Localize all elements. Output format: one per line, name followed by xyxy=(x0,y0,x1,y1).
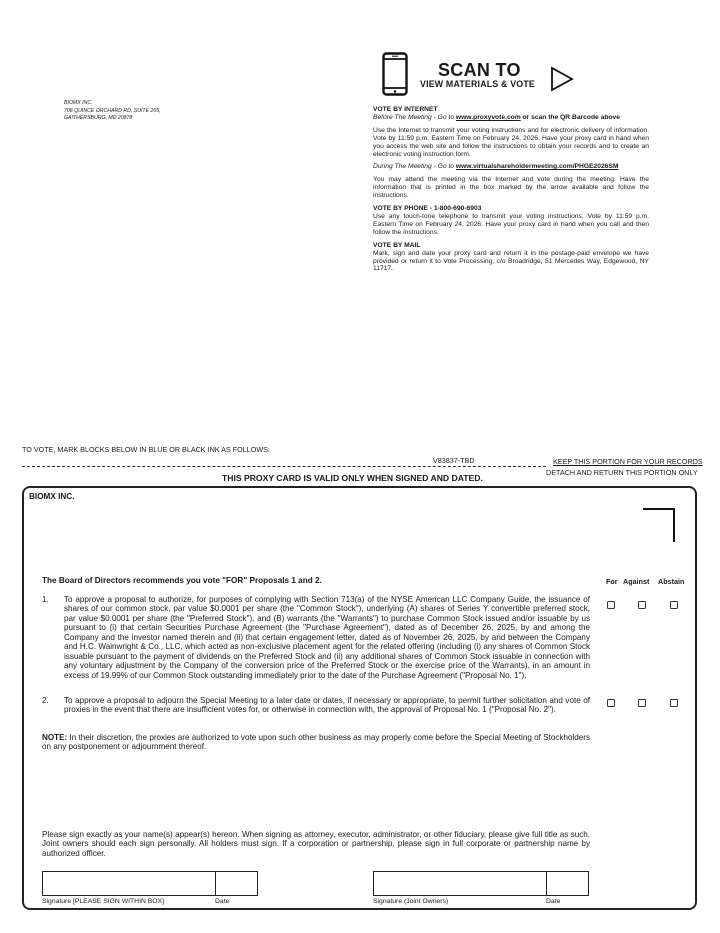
proxyvote-link[interactable]: www.proxyvote.com xyxy=(455,113,521,121)
column-for: For xyxy=(606,577,618,586)
signature-box[interactable] xyxy=(42,871,216,896)
mail-text: Mark, sign and date your proxy card and return it in the postage-paid envelope we have provided or return it to Vote Processing, c/o Broadridge, 51 Mercedes Way, Edgewood, NY 11717. xyxy=(373,249,649,273)
proposal-number: 1. xyxy=(42,595,49,604)
board-recommendation: The Board of Directors recommends you vote "FOR" Proposals 1 and 2. xyxy=(42,576,322,585)
company-name: BIOMX INC. xyxy=(64,100,93,106)
sign-instructions: Please sign exactly as your name(s) appear(s) hereon. When signing as attorney, executor, administrator, or other fiduciary, please give full title as such. Joint owners should each sign personally. All holders must sign. If a corporation or partnership, please sign in full corporate or partnership name by authorized officer. xyxy=(42,830,590,858)
address-window-corner xyxy=(643,508,675,542)
date-box[interactable] xyxy=(215,871,258,896)
note-text: NOTE: In their discretion, the proxies are authorized to vote upon such other business as may properly come before the Special Meeting of Stockholders on any postponement or adjournment thereof. xyxy=(42,733,590,752)
joint-date-box[interactable] xyxy=(546,871,589,896)
company-city: GAITHERSBURG, MD 20878 xyxy=(64,115,133,122)
note-label: NOTE: xyxy=(42,733,68,742)
detach-return-label: DETACH AND RETURN THIS PORTION ONLY xyxy=(546,468,698,477)
signature-label: Signature [PLEASE SIGN WITHIN BOX] xyxy=(42,898,165,905)
to-vote-instruction: TO VOTE, MARK BLOCKS BELOW IN BLUE OR BLACK INK AS FOLLOWS: xyxy=(22,445,270,454)
mail-heading: VOTE BY MAIL xyxy=(373,241,421,249)
proposal-number: 2. xyxy=(42,696,49,705)
phone-text: Use any touch-tone telephone to transmit your voting instructions. Vote by 11:59 p.m. Eastern Time on February 24, 2026. Have your proxy card in hand when you call and then follow the instructions. xyxy=(373,212,649,236)
during-meeting-line: During The Meeting - Go to www.virtualshareholdermeeting.com/PHGE2026SM xyxy=(373,163,619,171)
valid-notice: THIS PROXY CARD IS VALID ONLY WHEN SIGNED AND DATED. xyxy=(222,473,483,483)
joint-signature-label: Signature (Joint Owners) xyxy=(373,898,449,905)
proposal-1-abstain-checkbox[interactable] xyxy=(670,601,678,609)
virtual-meeting-link[interactable]: www.virtualshareholdermeeting.com/PHGE2026SM xyxy=(455,163,619,171)
scan-subtitle: VIEW MATERIALS & VOTE xyxy=(420,79,535,89)
proposal-2-abstain-checkbox[interactable] xyxy=(670,699,678,707)
company-address xyxy=(64,100,161,123)
keep-portion-label: KEEP THIS PORTION FOR YOUR RECORDS xyxy=(553,457,703,466)
proposal-text: To approve a proposal to authorize, for purposes of complying with Section 713(a) of the NYSE American LLC Company Guide, the issuance of shares of our common stock, par value $0.0001 per share (the "Common Stock"), underlying (A) shares of Series Y convertible preferred stock, par value $0.0001 per share (the "Preferred Stock"), and (B) warrants (the "Warrants") to purchase Common Stock issued and/or issuable by us pursuant to (i) that certain Securities Purchase Agreement (the "Purchase Agreement"), dated as of December 26, 2025, by and among the Company and the investor named therein and (ii) that certain engagement letter, dated as of November 26, 2025, by and between the Company and H.C. Wainwright & Co., LLC, which acted as non-exclusive placement agent for the related offering (including (i) any shares of Common Stock issuable pursuant to the payment of dividends on the Preferred Stock and (ii) any additional shares of Common Stock issuable in connection with any voluntary adjustment by the Company of the conversion price of the Preferred Stock or the exercise price of the Warrants), in an amount in excess of 19.99% of our Common Stock outstanding immediately prior to the date of the Purchase Agreement ("Proposal No. 1"). xyxy=(64,595,590,680)
proposal-1-for-checkbox[interactable] xyxy=(607,601,615,609)
internet-text: Use the Internet to transmit your voting instructions and for electronic delivery of information. Vote by 11:59 p.m. Eastern Time on February 24, 2026. Have your proxy card in hand when you access the web site and follow the instructions to obtain your records and to create an electronic voting instruction form. xyxy=(373,126,649,158)
proposal-2-against-checkbox[interactable] xyxy=(638,699,646,707)
scan-title: SCAN TO xyxy=(438,60,521,80)
proposal-2 xyxy=(42,696,590,715)
proposal-2-for-checkbox[interactable] xyxy=(607,699,615,707)
play-arrow-icon xyxy=(550,66,574,92)
control-code: V83837-TBD xyxy=(433,456,475,465)
date-label: Date xyxy=(215,898,230,905)
proposal-1-against-checkbox[interactable] xyxy=(638,601,646,609)
internet-heading: VOTE BY INTERNET xyxy=(373,106,438,113)
proposal-text: To approve a proposal to adjourn the Special Meeting to a later date or dates, if necessary or appropriate, to permit further solicitation and vote of proxies in the event that there are insufficient votes for, or otherwise in connection with, the approval of Proposal No. 1 ("Proposal No. 2"). xyxy=(64,696,590,715)
voting-instructions xyxy=(373,106,649,278)
joint-signature-box[interactable] xyxy=(373,871,547,896)
phone-heading: VOTE BY PHONE - 1-800-690-6903 xyxy=(373,205,482,213)
joint-date-label: Date xyxy=(546,898,561,905)
column-abstain: Abstain xyxy=(658,577,685,586)
card-company-name: BIOMX INC. xyxy=(29,492,75,501)
during-text: You may attend the meeting via the Internet and vote during the meeting. Have the information that is printed in the box marked by the arrow available and follow the instructions. xyxy=(373,176,649,200)
proposal-1 xyxy=(42,595,590,680)
detach-line xyxy=(22,466,546,467)
column-against: Against xyxy=(623,577,650,586)
before-meeting-line: Before The Meeting - Go to www.proxyvote.com or scan the QR Barcode above xyxy=(373,113,620,121)
smartphone-icon xyxy=(382,52,408,96)
company-street: 708 QUINCE ORCHARD RD, SUITE 205, xyxy=(64,107,161,114)
